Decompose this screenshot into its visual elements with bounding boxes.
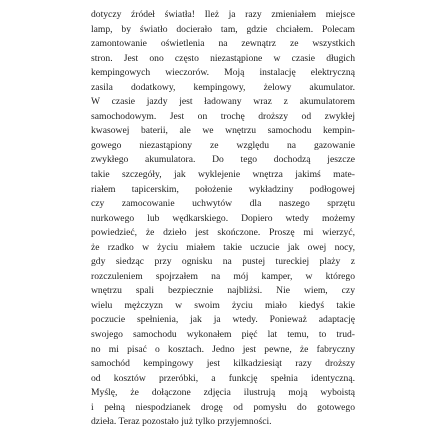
text-line: stron. Jest ono często niezastąpione w czasie długich [91, 52, 355, 64]
text-line: zamontowanie oświetlenia na zewnątrz ze wszystkich [91, 38, 355, 50]
text-line: kempingowych wieczorów. Moją instalację elektryczną [91, 67, 355, 79]
text-line: dzieła. Teraz pozostało już tylko przyjemności. [91, 416, 272, 428]
text-line: powiedzieć, że dzieło jest skończone. Proszę mi wierzyć, [91, 227, 355, 239]
text-line: zasila dodatkowy, kempingowy, żelowy akumulator. [91, 81, 355, 93]
text-line: nurkowego lub wędkarskiego. Dopiero wtedy możemy [91, 212, 355, 224]
text-line: wnętrzu spali bezpiecznie najbliżsi. Nie wiem, czy [91, 285, 355, 297]
text-line: takie szczegóły, jak wyklejenie wnętrza jakimś mate- [91, 169, 355, 181]
text-line: zwykłego akumulatora. Do tego dochodzą jeszcze [91, 154, 355, 166]
text-line: że rzadko w życiu miałem takie uczucie jak owej nocy, [91, 241, 355, 253]
text-line: i pełną niespodzianek drogę od pomysłu do gotowego [91, 401, 355, 413]
text-line: swojego samochodu wykonałem pięć lat temu, to trud- [91, 329, 355, 341]
text-line: Myślę, że dołączone zdjęcia ilustrują moją wyboistą [91, 387, 355, 399]
text-line: samochód kempingowy jest kilkadziesiąt razy droższy [91, 358, 355, 370]
text-line: od kosztów przeróbki, a funkcję spełnia identyczną. [91, 372, 355, 384]
text-line: W czasie jazdy jest ładowany wraz z akumulatorem [91, 96, 355, 108]
body-text [91, 8, 355, 430]
text-line: poczucie spełnienia, jak ja wtedy. Ponieważ adaptację [91, 314, 355, 326]
text-line: kwasowej baterii, ale we wnętrzu samochodu kempin- [91, 125, 355, 137]
text-line: no mi pisać o kosztach. Jedno jest pewne, że fabryczny [91, 343, 355, 355]
text-line: dotyczy źródeł światła! Ileż ja razy zmieniałem miejsce [91, 9, 355, 20]
text-line: gdy siedząc przy ognisku na pustej tureckiej plaży z [91, 256, 355, 268]
text-line: rozczuleniem spojrzałem na mój kamper, w którego [91, 270, 355, 282]
text-line: samochodowym. Jest on trochę droższy od zwykłej [91, 110, 355, 122]
text-line: lamp, by światło docierało tam, gdzie chciałem. Polecam [91, 23, 355, 35]
text-line: czy zamocowanie uchwytów dla naszego sprzętu [91, 198, 355, 210]
text-line: gowego niezastąpiony ze względu na gazowanie [91, 139, 355, 151]
text-line: riałem tapicerskim, położenie wykładziny podłogowej [91, 183, 355, 195]
text-line: wielu mężczyzn w swoim życiu miało kiedyś takie [91, 299, 355, 311]
